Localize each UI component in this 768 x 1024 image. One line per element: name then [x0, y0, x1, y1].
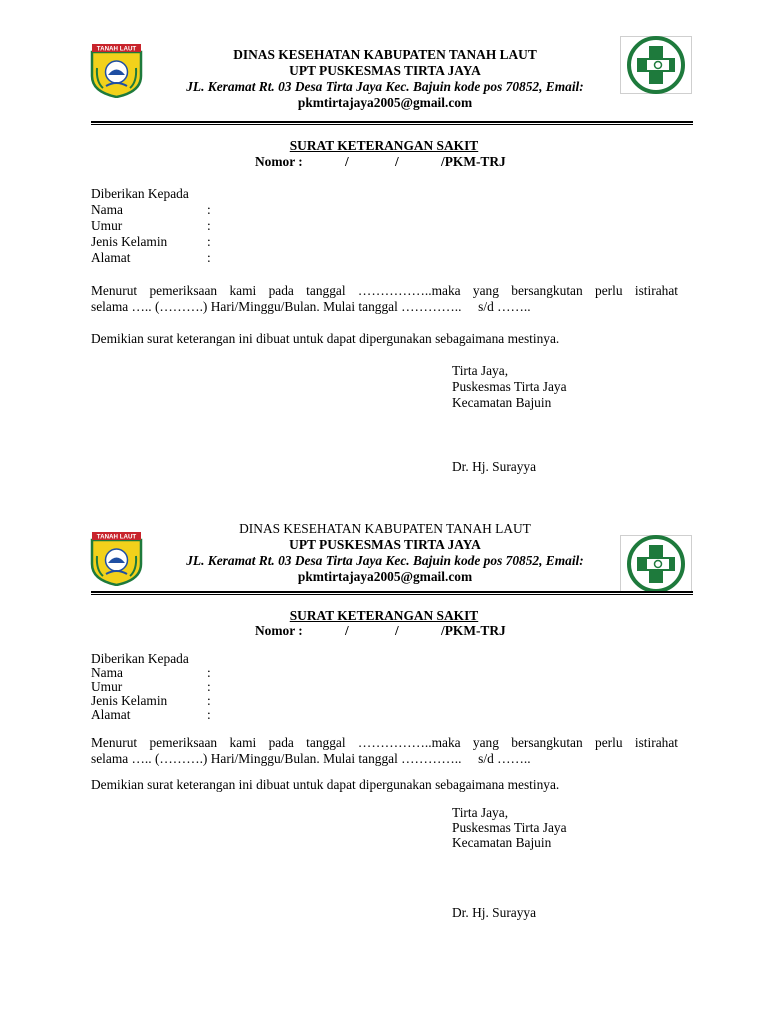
field-age: Umur: [91, 218, 123, 233]
sign-org: Puskesmas Tirta Jaya: [452, 379, 567, 394]
agency-name: DINAS KESEHATAN KABUPATEN TANAH LAUT: [233, 47, 537, 62]
agency-name: DINAS KESEHATAN KABUPATEN TANAH LAUT: [239, 521, 531, 536]
address: JL. Keramat Rt. 03 Desa Tirta Jaya Kec. Bajuin kode pos 70852, Email:: [186, 79, 584, 94]
letterhead-divider: [91, 591, 693, 595]
svg-text:TANAH LAUT: TANAH LAUT: [96, 45, 137, 53]
letter-title: SURAT KETERANGAN SAKIT: [289, 138, 479, 153]
sign-name: Dr. Hj. Surayya: [452, 905, 537, 920]
closing-statement: Demikian surat keterangan ini dibuat untuk dapat dipergunakan sebagaimana mestinya.: [91, 331, 560, 346]
number-sep-1: /: [345, 623, 349, 638]
number-label: Nomor :: [255, 154, 303, 169]
puskesmas-cross-icon: [620, 36, 692, 94]
number-suffix: /PKM-TRJ: [441, 154, 506, 169]
number-suffix: /PKM-TRJ: [441, 623, 506, 638]
body-line-1: Menurut pemeriksaan kami pada tanggal ……………..maka yang bersangkutan perlu istirahat: [91, 735, 678, 750]
tanah-laut-crest-icon: [90, 530, 143, 586]
signature-block: [452, 805, 567, 920]
examination-paragraph: [91, 283, 678, 315]
closing-statement: Demikian surat keterangan ini dibuat untuk dapat dipergunakan sebagaimana mestinya.: [91, 777, 560, 792]
field-address: Alamat: [91, 250, 131, 265]
signature-block: [452, 363, 567, 475]
field-name: Nama: [91, 665, 123, 680]
puskesmas-cross-icon: [620, 535, 692, 593]
number-sep-2: /: [395, 154, 399, 169]
letter-title: SURAT KETERANGAN SAKIT: [289, 608, 479, 623]
email: pkmtirtajaya2005@gmail.com: [297, 95, 473, 110]
sign-name: Dr. Hj. Surayya: [452, 459, 537, 474]
tanah-laut-crest-icon: [90, 42, 143, 98]
svg-text:TANAH LAUT: TANAH LAUT: [96, 533, 137, 541]
given-to-label: Diberikan Kepada: [91, 186, 189, 201]
sign-district: Kecamatan Bajuin: [452, 395, 552, 410]
given-to-label: Diberikan Kepada: [91, 651, 189, 666]
field-gender: Jenis Kelamin: [91, 234, 168, 249]
body-line-2: selama ….. (……….) Hari/Minggu/Bulan. Mulai tanggal ………….. s/d ……..: [91, 299, 531, 314]
field-gender: Jenis Kelamin: [91, 693, 168, 708]
sign-district: Kecamatan Bajuin: [452, 835, 552, 850]
letterhead: [150, 47, 620, 111]
email: pkmtirtajaya2005@gmail.com: [297, 569, 473, 584]
examination-paragraph: [91, 735, 678, 767]
body-line-1: Menurut pemeriksaan kami pada tanggal ……………..maka yang bersangkutan perlu istirahat: [91, 283, 678, 298]
sign-place: Tirta Jaya,: [452, 805, 509, 820]
field-age: Umur: [91, 679, 123, 694]
field-address: Alamat: [91, 707, 131, 722]
body-line-2: selama ….. (……….) Hari/Minggu/Bulan. Mulai tanggal ………….. s/d ……..: [91, 751, 531, 766]
letterhead-divider: [91, 121, 693, 125]
number-label: Nomor :: [255, 623, 303, 638]
address: JL. Keramat Rt. 03 Desa Tirta Jaya Kec. Bajuin kode pos 70852, Email:: [186, 553, 584, 568]
field-name: Nama: [91, 202, 123, 217]
number-sep-1: /: [345, 154, 349, 169]
letterhead: [150, 521, 620, 585]
unit-name: UPT PUSKESMAS TIRTA JAYA: [289, 537, 481, 552]
sign-org: Puskesmas Tirta Jaya: [452, 820, 567, 835]
sign-place: Tirta Jaya,: [452, 363, 509, 378]
number-sep-2: /: [395, 623, 399, 638]
unit-name: UPT PUSKESMAS TIRTA JAYA: [289, 63, 481, 78]
